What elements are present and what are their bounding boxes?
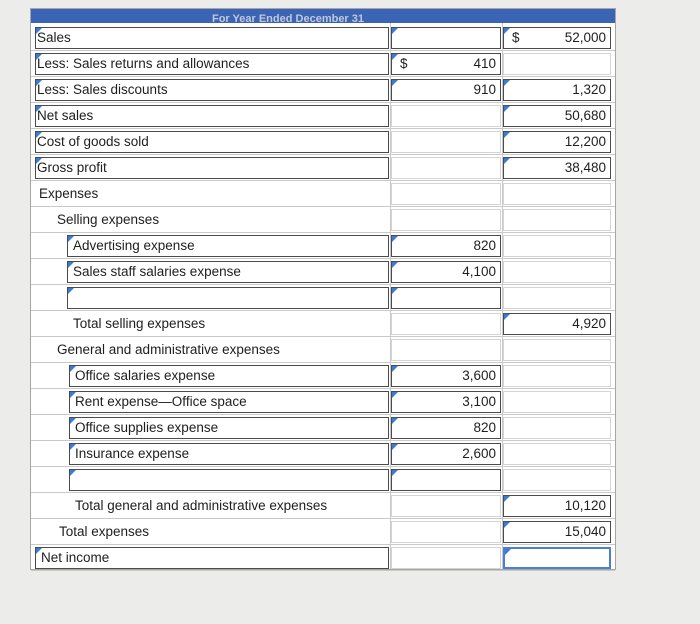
row-label: General and administrative expenses [57, 342, 280, 357]
amount-value: 410 [473, 56, 496, 71]
statement-row [31, 259, 615, 285]
amount-cell-col1[interactable] [391, 53, 501, 75]
amount-cell-col2 [503, 469, 611, 491]
income-statement-worksheet [30, 8, 616, 570]
amount-cell-col2[interactable] [503, 313, 611, 335]
statement-row [31, 493, 615, 519]
amount-cell-col2 [503, 53, 611, 75]
statement-row [31, 285, 615, 311]
statement-row [31, 519, 615, 545]
amount-cell-col2 [503, 417, 611, 439]
statement-row [31, 337, 615, 363]
amount-cell-col1[interactable] [391, 27, 501, 49]
statement-row [31, 311, 615, 337]
amount-value: 820 [473, 420, 496, 435]
statement-row [31, 129, 615, 155]
amount-value: 1,320 [572, 82, 606, 97]
amount-cell-col2 [503, 365, 611, 387]
amount-cell-col2[interactable] [503, 547, 611, 569]
row-label-field[interactable] [35, 27, 389, 49]
row-label: Total selling expenses [73, 316, 206, 331]
statement-header [31, 9, 615, 23]
amount-cell-col1[interactable] [391, 417, 501, 439]
amount-cell-col2 [503, 443, 611, 465]
row-label: Expenses [39, 186, 99, 201]
amount-value: 4,100 [462, 264, 496, 279]
dollar-sign: $ [400, 56, 408, 71]
row-label: Net income [41, 550, 110, 565]
amount-cell-col2 [503, 235, 611, 257]
statement-row [31, 415, 615, 441]
amount-cell-col1 [391, 183, 501, 205]
row-label: Cost of goods sold [37, 134, 149, 149]
amount-cell-col1[interactable] [391, 391, 501, 413]
amount-cell-col2[interactable] [503, 521, 611, 543]
amount-cell-col2 [503, 339, 611, 361]
amount-value: 820 [473, 238, 496, 253]
amount-cell-col1 [391, 105, 501, 127]
row-label: Office supplies expense [75, 420, 219, 435]
amount-value: 3,600 [462, 368, 496, 383]
amount-cell-col2 [503, 391, 611, 413]
amount-cell-col2[interactable] [503, 79, 611, 101]
statement-row [31, 155, 615, 181]
amount-value: 3,100 [462, 394, 496, 409]
row-label: Rent expense—Office space [75, 394, 247, 409]
amount-value: 52,000 [564, 30, 606, 45]
statement-row [31, 389, 615, 415]
amount-cell-col1 [391, 313, 501, 335]
amount-cell-col1 [391, 157, 501, 179]
amount-cell-col2 [503, 287, 611, 309]
statement-period-title: For Year Ended December 31 [211, 13, 365, 25]
amount-cell-col1 [391, 339, 501, 361]
amount-value: 2,600 [462, 446, 496, 461]
amount-cell-col1[interactable] [391, 261, 501, 283]
statement-row [31, 233, 615, 259]
row-label: Office salaries expense [75, 368, 216, 383]
amount-value: 15,040 [564, 524, 606, 539]
statement-row [31, 77, 615, 103]
amount-value: 12,200 [564, 134, 606, 149]
amount-cell-col1 [391, 521, 501, 543]
row-label: Total general and administrative expenses [75, 498, 328, 513]
statement-row [31, 51, 615, 77]
statement-row [31, 441, 615, 467]
row-label: Insurance expense [75, 446, 190, 461]
amount-value: 910 [473, 82, 496, 97]
amount-cell-col2 [503, 209, 611, 231]
row-label: Net sales [37, 108, 94, 123]
amount-cell-col1[interactable] [391, 287, 501, 309]
statement-row [31, 103, 615, 129]
row-label: Total expenses [59, 524, 150, 539]
amount-value: 10,120 [564, 498, 606, 513]
row-label: Sales [37, 30, 71, 45]
amount-cell-col1[interactable] [391, 235, 501, 257]
row-label: Selling expenses [57, 212, 160, 227]
amount-cell-col2[interactable] [503, 495, 611, 517]
amount-cell-col1[interactable] [391, 469, 501, 491]
row-label-field[interactable] [67, 287, 389, 309]
amount-cell-col2 [503, 183, 611, 205]
amount-cell-col2[interactable] [503, 105, 611, 127]
amount-value: 38,480 [564, 160, 606, 175]
amount-cell-col2[interactable] [503, 131, 611, 153]
statement-row [31, 207, 615, 233]
amount-cell-col1[interactable] [391, 365, 501, 387]
amount-cell-col2 [503, 261, 611, 283]
amount-value: 4,920 [572, 316, 606, 331]
row-label-field[interactable] [69, 469, 389, 491]
statement-row [31, 467, 615, 493]
row-label: Less: Sales returns and allowances [37, 56, 250, 71]
row-label: Gross profit [37, 160, 107, 175]
statement-row [31, 363, 615, 389]
amount-cell-col1 [391, 209, 501, 231]
row-label: Less: Sales discounts [37, 82, 168, 97]
amount-cell-col1[interactable] [391, 443, 501, 465]
row-label: Sales staff salaries expense [73, 264, 241, 279]
amount-cell-col1 [391, 547, 501, 569]
amount-value: 50,680 [564, 108, 606, 123]
dollar-sign: $ [512, 30, 520, 45]
statement-row [31, 181, 615, 207]
amount-cell-col1 [391, 495, 501, 517]
amount-cell-col2[interactable] [503, 157, 611, 179]
row-label: Advertising expense [73, 238, 195, 253]
amount-cell-col1[interactable] [391, 79, 501, 101]
statement-row [31, 25, 615, 51]
statement-row [31, 545, 615, 571]
amount-cell-col2[interactable] [503, 27, 611, 49]
amount-cell-col1 [391, 131, 501, 153]
